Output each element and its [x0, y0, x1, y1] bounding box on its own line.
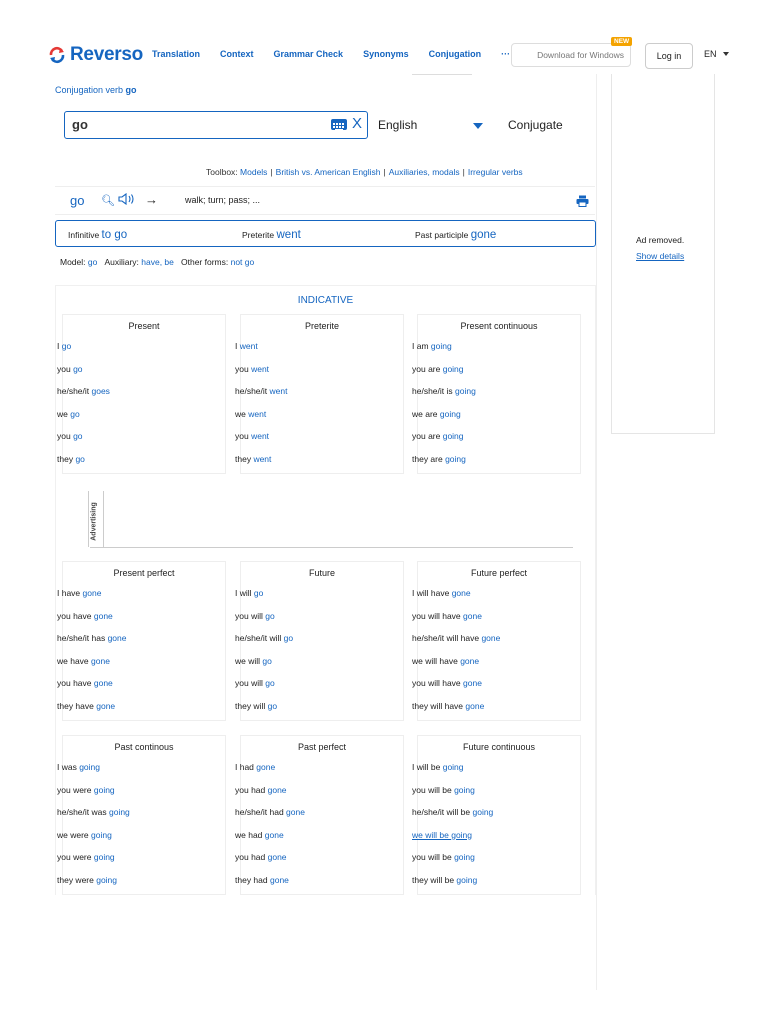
conjugation-pronoun: you will have	[412, 678, 464, 689]
conjugation-pronoun: you	[57, 431, 74, 442]
download-windows-button[interactable]: Download for Windows	[511, 43, 631, 67]
conjugation-row[interactable]	[412, 656, 580, 679]
conjugation-row[interactable]	[235, 852, 403, 875]
conjugation-row[interactable]	[412, 785, 580, 808]
model-info	[60, 257, 254, 267]
toolbox-link-models[interactable]: Models	[240, 167, 268, 177]
conjugation-verb: gone	[107, 633, 127, 644]
page-title	[55, 85, 137, 95]
conjugation-row[interactable]	[57, 678, 225, 701]
conjugation-pronoun: you had	[235, 784, 268, 795]
conjugation-row[interactable]	[412, 386, 580, 409]
tense-block-present-perfect	[57, 561, 226, 721]
conjugation-pronoun: they had	[235, 874, 270, 885]
toolbox-label: Toolbox:	[206, 167, 241, 177]
conjugation-pronoun: you are	[412, 363, 443, 374]
infinitive-value: to go	[101, 229, 128, 241]
conjugation-row[interactable]	[412, 701, 580, 724]
conjugation-verb: gone	[269, 874, 289, 885]
conjugation-verb: go	[61, 341, 72, 351]
conjugation-pronoun: you will be	[412, 852, 455, 863]
conjugation-pronoun: we	[57, 408, 71, 419]
column-divider	[596, 74, 597, 990]
past-participle-value: gone	[470, 229, 497, 241]
conjugation-pronoun: he/she/it will be	[412, 807, 473, 818]
conjugation-verb: going	[93, 784, 115, 795]
model-link[interactable]: go	[87, 257, 98, 267]
tense-name: Present	[128, 321, 160, 331]
tense-name: Past perfect	[297, 742, 347, 752]
other-forms-label: Other forms:	[181, 257, 231, 267]
conjugation-row[interactable]	[57, 364, 225, 387]
conjugation-verb: gone	[93, 678, 113, 689]
conjugation-pronoun: I am	[412, 341, 431, 351]
conjugation-verb: gone	[93, 610, 113, 621]
tense-name: Present continuous	[460, 321, 538, 331]
conjugation-pronoun: he/she/it has	[57, 633, 108, 644]
nav-active-underline	[412, 74, 472, 75]
nav-conjugation[interactable]: Conjugation	[428, 49, 482, 59]
conjugation-row[interactable]	[57, 762, 225, 785]
conjugation-row[interactable]	[412, 409, 580, 432]
nav-translation[interactable]: Translation	[152, 49, 201, 59]
infinitive-label: Infinitive	[68, 230, 102, 240]
conjugation-row[interactable]	[235, 701, 403, 724]
conjugation-pronoun: they will have	[412, 700, 466, 711]
conjugation-pronoun: you	[235, 363, 252, 374]
conjugation-pronoun: they are	[412, 453, 446, 464]
chevron-down-icon	[723, 52, 729, 56]
conjugation-row[interactable]	[57, 830, 225, 853]
tense-block-preterite	[235, 314, 404, 474]
conjugation-verb: going	[93, 852, 115, 863]
tense-block-past-perfect	[235, 735, 404, 895]
conjugation-pronoun: I will	[235, 588, 254, 598]
conjugation-row[interactable]	[57, 875, 225, 898]
conjugation-verb: go	[73, 431, 83, 442]
conjugation-row[interactable]	[57, 386, 225, 409]
conjugation-row[interactable]	[57, 785, 225, 808]
new-badge: NEW	[611, 37, 632, 46]
conjugation-row[interactable]	[57, 431, 225, 454]
tense-name: Future continuous	[462, 742, 536, 752]
conjugation-verb: gone	[463, 678, 482, 689]
conjugation-row[interactable]	[412, 875, 580, 898]
reverso-logo-icon	[48, 46, 66, 64]
conjugation-pronoun: he/she/it was	[57, 807, 109, 818]
conjugation-verb: go	[265, 678, 275, 689]
infinitive-form	[68, 229, 127, 241]
conjugation-pronoun: I will have	[412, 588, 452, 598]
conjugation-verb: gone	[264, 829, 284, 840]
conjugation-pronoun: we are	[412, 408, 440, 419]
conjugation-verb: gone	[465, 700, 485, 711]
conjugation-row[interactable]	[57, 633, 225, 656]
conjugation-row[interactable]	[235, 611, 403, 634]
conjugation-verb: gone	[256, 762, 276, 772]
conjugation-verb: go	[73, 363, 83, 374]
toolbox-link-irregular[interactable]: Irregular verbs	[467, 167, 523, 177]
conjugation-row[interactable]	[235, 431, 403, 454]
conjugation-verb: going	[472, 807, 494, 818]
conjugation-verb: gone	[82, 588, 102, 598]
conjugation-verb: going	[442, 431, 464, 442]
conjugation-row[interactable]	[57, 341, 225, 364]
logo-text: Reverso	[70, 44, 143, 65]
nav-synonyms[interactable]: Synonyms	[363, 49, 409, 59]
auxiliary-label: Auxiliary:	[104, 257, 142, 267]
tense-block-future-perfect	[412, 561, 581, 721]
conjugation-verb: going	[454, 784, 475, 795]
conjugation-row[interactable]	[412, 807, 580, 830]
search-input-value: go	[72, 117, 88, 132]
conjugation-verb: went	[251, 363, 270, 374]
printer-icon[interactable]	[576, 194, 589, 206]
conjugation-verb: gone	[463, 610, 482, 621]
conjugation-row[interactable]	[57, 409, 225, 432]
conjugation-verb: went	[239, 341, 258, 351]
conjugation-pronoun: you will have	[412, 610, 464, 621]
conjugation-pronoun: he/she/it had	[235, 807, 287, 818]
conjugation-pronoun: he/she/it is	[412, 386, 455, 397]
conjugation-verb: go	[262, 655, 272, 666]
conjugation-verb: going	[442, 762, 464, 772]
conjugation-pronoun: I had	[235, 762, 257, 772]
conjugation-row[interactable]	[412, 454, 580, 477]
conjugation-row[interactable]	[412, 341, 580, 364]
main-nav	[152, 49, 530, 59]
conjugation-pronoun: he/she/it will	[235, 633, 284, 644]
language-select[interactable]: English	[378, 118, 418, 132]
conjugation-row[interactable]	[235, 364, 403, 387]
conjugation-pronoun: we will be	[412, 829, 452, 840]
ad-removed-text: Ad removed.	[636, 235, 685, 245]
conjugation-pronoun: you were	[57, 784, 94, 795]
conjugation-pronoun: they will	[235, 700, 268, 711]
toolbox-link-british-american[interactable]: British vs. American English	[275, 167, 381, 177]
conjugation-row[interactable]	[57, 701, 225, 724]
clear-search-button[interactable]: X	[352, 115, 363, 132]
conjugation-verb: gone	[267, 784, 287, 795]
conjugation-verb: going	[454, 852, 475, 863]
preterite-form	[242, 229, 301, 241]
model-label: Model:	[60, 257, 88, 267]
conjugation-pronoun: you have	[57, 678, 94, 689]
conjugation-pronoun: we were	[57, 829, 92, 840]
conjugation-row[interactable]	[412, 830, 580, 853]
conjugation-pronoun: they were	[57, 874, 97, 885]
conjugation-row[interactable]	[412, 364, 580, 387]
conjugation-verb: going	[456, 874, 478, 885]
conjugation-pronoun: I	[57, 341, 62, 351]
conjugation-row[interactable]	[57, 807, 225, 830]
conjugation-row[interactable]	[57, 588, 225, 611]
principal-forms-box	[55, 220, 596, 247]
conjugation-pronoun: I have	[57, 588, 83, 598]
conjugation-row[interactable]	[235, 762, 403, 785]
language-code: EN	[704, 49, 717, 59]
conjugation-row[interactable]	[412, 633, 580, 656]
conjugation-pronoun: I was	[57, 762, 80, 772]
conjugation-verb: going	[430, 341, 452, 351]
conjugation-pronoun: we had	[235, 829, 265, 840]
conjugation-verb: went	[253, 453, 272, 464]
conjugation-row[interactable]	[57, 852, 225, 875]
conjugation-pronoun: I will be	[412, 762, 443, 772]
verb-headword: go	[70, 193, 85, 208]
verb-translations: walk; turn; pass; ...	[185, 195, 261, 205]
conjugate-button[interactable]: Conjugate	[508, 118, 563, 132]
conjugation-pronoun: you are	[412, 431, 443, 442]
past-participle-form	[415, 229, 496, 241]
login-button[interactable]: Log in	[645, 43, 693, 69]
conjugation-row[interactable]	[412, 852, 580, 875]
mood-heading: INDICATIVE	[297, 295, 354, 306]
keyboard-icon[interactable]	[331, 119, 347, 130]
conjugation-row[interactable]	[235, 633, 403, 656]
show-details-link[interactable]: Show details	[636, 251, 685, 261]
other-forms-link[interactable]: not go	[230, 257, 255, 267]
conjugation-verb: going	[445, 453, 466, 464]
conjugation-pronoun: you	[235, 431, 252, 442]
auxiliary-link[interactable]: have, be	[141, 257, 174, 267]
advertising-label: Advertising	[90, 502, 98, 541]
conjugation-pronoun: you have	[57, 610, 94, 621]
conjugation-verb: going	[439, 408, 461, 419]
conjugation-row[interactable]	[412, 762, 580, 785]
conjugation-verb: going	[442, 363, 464, 374]
conjugation-verb: going	[455, 386, 476, 397]
conjugation-verb: goes	[91, 386, 110, 397]
verb-search-input[interactable]	[64, 111, 368, 139]
conjugation-row[interactable]	[235, 454, 403, 477]
toolbox: Toolbox: Models | British vs. American English | Auxiliaries, modals | Irregular verbs	[206, 167, 523, 177]
conjugation-verb: go	[253, 588, 264, 598]
chevron-down-icon[interactable]	[473, 123, 483, 129]
conjugation-verb: gone	[286, 807, 305, 818]
conjugation-row[interactable]	[235, 341, 403, 364]
conjugation-verb: gone	[96, 700, 116, 711]
conjugation-pronoun: you were	[57, 852, 94, 863]
conjugation-row[interactable]	[235, 875, 403, 898]
conjugation-row[interactable]	[235, 807, 403, 830]
conjugation-verb: go	[70, 408, 80, 419]
conjugation-pronoun: you had	[235, 852, 268, 863]
tense-block-future	[235, 561, 404, 721]
tense-name: Preterite	[304, 321, 339, 331]
tense-block-past-continous	[57, 735, 226, 895]
conjugation-pronoun: you will	[235, 610, 266, 621]
tense-name: Future perfect	[470, 568, 528, 578]
past-participle-label: Past participle	[415, 230, 471, 240]
conjugation-row[interactable]	[412, 611, 580, 634]
divider	[55, 214, 595, 215]
conjugation-pronoun: we will	[235, 655, 263, 666]
conjugation-verb: go	[283, 633, 294, 644]
preterite-label: Preterite	[242, 230, 277, 240]
conjugation-pronoun: you	[57, 363, 74, 374]
conjugation-pronoun: we	[235, 408, 249, 419]
conjugation-pronoun: he/she/it	[57, 386, 92, 397]
conjugation-verb: go	[265, 610, 275, 621]
conjugation-verb: go	[75, 453, 85, 464]
conjugation-pronoun: they	[57, 453, 76, 464]
conjugation-row[interactable]	[235, 409, 403, 432]
nav-more-button[interactable]: ···	[501, 49, 511, 59]
conjugation-verb: going	[96, 874, 118, 885]
tense-name: Future	[308, 568, 335, 578]
conjugation-row[interactable]	[235, 386, 403, 409]
conjugation-row[interactable]	[235, 588, 403, 611]
conjugation-verb: gone	[451, 588, 471, 598]
conjugation-pronoun: he/she/it	[235, 386, 270, 397]
title-verb: go	[125, 85, 137, 95]
conjugation-verb: going	[108, 807, 130, 818]
tense-block-future-continuous	[412, 735, 581, 895]
conjugation-row[interactable]	[412, 431, 580, 454]
toolbox-link-auxiliaries[interactable]: Auxiliaries, modals	[388, 167, 460, 177]
conjugation-row[interactable]	[57, 656, 225, 679]
arrow-right-icon: →	[145, 192, 158, 207]
conjugation-row[interactable]	[235, 830, 403, 853]
conjugation-verb: gone	[460, 655, 480, 666]
conjugation-verb: go	[267, 700, 278, 711]
tense-block-present-continuous	[412, 314, 581, 474]
reverso-logo[interactable]	[48, 42, 143, 68]
conjugation-pronoun: we will have	[412, 655, 461, 666]
preterite-value: went	[276, 229, 301, 241]
divider	[55, 186, 595, 187]
nav-grammar-check[interactable]: Grammar Check	[273, 49, 344, 59]
conjugation-verb: going	[79, 762, 101, 772]
advertising-block	[90, 487, 573, 548]
tense-name: Past continous	[114, 742, 174, 752]
title-prefix: Conjugation verb	[55, 85, 126, 95]
conjugation-pronoun: you will be	[412, 784, 455, 795]
conjugation-pronoun: we have	[57, 655, 92, 666]
speaker-icon[interactable]	[118, 193, 136, 208]
conjugation-pronoun: they have	[57, 700, 97, 711]
conjugation-verb: went	[269, 386, 288, 397]
tense-name: Present perfect	[113, 568, 175, 578]
conjugation-row[interactable]	[57, 611, 225, 634]
search-icon[interactable]: 🔍︎	[101, 195, 115, 207]
conjugation-verb: gone	[481, 633, 501, 644]
conjugation-row[interactable]	[412, 588, 580, 611]
conjugation-pronoun: you will	[235, 678, 266, 689]
conjugation-pronoun: he/she/it will have	[412, 633, 482, 644]
nav-context[interactable]: Context	[220, 49, 254, 59]
language-switcher[interactable]	[704, 49, 729, 59]
conjugation-verb: gone	[267, 852, 287, 863]
tense-block-present	[57, 314, 226, 474]
conjugation-row[interactable]	[235, 785, 403, 808]
conjugation-verb: went	[251, 431, 270, 442]
conjugation-verb: going	[91, 829, 112, 840]
conjugation-row[interactable]	[235, 656, 403, 679]
conjugation-pronoun: I	[235, 341, 240, 351]
conjugation-verb: went	[248, 408, 267, 419]
conjugation-pronoun: they	[235, 453, 254, 464]
conjugation-pronoun: they will be	[412, 874, 457, 885]
conjugation-verb: gone	[91, 655, 110, 666]
conjugation-row[interactable]	[57, 454, 225, 477]
conjugation-row[interactable]	[412, 678, 580, 701]
conjugation-row[interactable]	[235, 678, 403, 701]
conjugation-verb: going	[451, 829, 473, 840]
